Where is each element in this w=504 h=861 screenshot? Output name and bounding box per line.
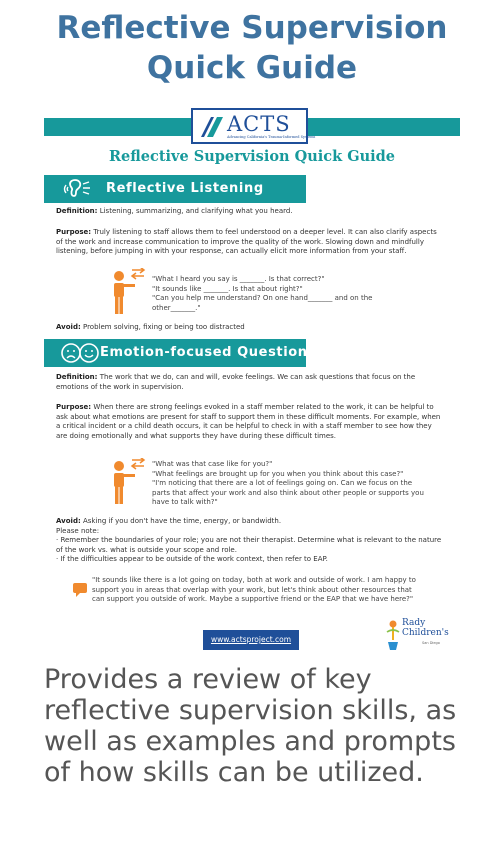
- avoid-text: Problem solving, fixing or being too distracted: [82, 323, 245, 331]
- definition-text: The work that we do, can and will, evoke feelings. We can ask questions that focus on the emotions of the work in supervision.: [56, 373, 416, 391]
- speaker-figure-icon: [110, 268, 146, 316]
- ear-icon: [62, 179, 92, 199]
- quote-line: "What feelings are brought up for you when you think about this case?": [152, 469, 404, 478]
- faces-icon: [60, 342, 100, 364]
- listening-definition: [56, 207, 442, 217]
- quote-line: have to talk with?": [152, 498, 218, 506]
- acts-project-link[interactable]: www.actsproject.com: [203, 630, 299, 650]
- note-item: · Remember the boundaries of your role; you are not their therapist. Determine what is relevant to the nature of the work vs. what is outside your scope and role.: [56, 536, 442, 554]
- guide-heading: Reflective Supervision Quick Guide: [108, 148, 396, 165]
- logo-subtitle: Advancing California's Trauma-Informed Systems: [227, 135, 316, 139]
- quote-line: parts that affect your work and also think about other people or supports you: [152, 488, 424, 497]
- definition-label: Definition:: [56, 207, 98, 215]
- listening-quotes: [152, 275, 372, 313]
- emotion-avoid: [56, 517, 442, 565]
- logo-text: ACTS: [227, 112, 291, 136]
- page-title: [0, 8, 504, 88]
- note-item: · If the difficulties appear to be outside of the work context, then refer to EAP.: [56, 555, 328, 563]
- rady-subtitle: San Diego: [422, 641, 440, 645]
- quote-line: can support you outside of work. Maybe a supportive friend or the EAP that we have here?": [92, 595, 414, 603]
- bubble-quote: [92, 576, 416, 605]
- quote-line: other_______.": [152, 303, 201, 312]
- purpose-text: Truly listening to staff allows them to feel understood on a deeper level. It can also clarify aspects of the work and increase communication to improve the quality of the work. Slowing down and mindfully listening, before jumping in with your response, can actually elicit more information from your staff.: [56, 228, 437, 255]
- quote-line: "What was that case like for you?": [152, 460, 273, 468]
- rady-logo-icon: [384, 618, 402, 652]
- emotion-questions-header: [44, 339, 316, 367]
- reflective-listening-header: [44, 175, 306, 203]
- avoid-text: Asking if you don't have the time, energy, or bandwidth.: [82, 517, 282, 525]
- acts-logo: [191, 108, 316, 144]
- listening-purpose: [56, 228, 442, 257]
- purpose-text: When there are strong feelings evoked in a staff member related to the work, it can be helpful to ask about what emotions are present for staff to support them in these difficult moments. For example, when a critical incident or a child death occurs, it can be helpful to check in with a staff member to see how they are doing emotionally and what supports they have during these difficult times.: [56, 403, 441, 440]
- quote-line: "I'm noticing that there are a lot of feelings going on. Can we focus on the: [152, 479, 413, 487]
- avoid-label: Avoid:: [56, 323, 81, 331]
- emotion-purpose: [56, 403, 442, 441]
- emotion-quotes: [152, 460, 424, 508]
- rady-line-1: Rady: [402, 618, 426, 628]
- caption: Provides a review of key reflective supervision skills, as well as examples and prompts of how skills can be utilized.: [44, 664, 457, 788]
- avoid-label: Avoid:: [56, 517, 81, 525]
- rady-name: [402, 618, 449, 638]
- title-line-1: Reflective Supervision: [56, 10, 448, 46]
- title-line-2: Quick Guide: [146, 50, 358, 86]
- definition-label: Definition:: [56, 373, 98, 381]
- acts-logo-icon: [199, 115, 225, 139]
- definition-text: Listening, summarizing, and clarifying what you heard.: [99, 207, 293, 215]
- reflective-listening-title: Reflective Listening: [106, 181, 264, 196]
- purpose-label: Purpose:: [56, 228, 92, 236]
- quote-line: "Can you help me understand? On one hand_______ and on the: [152, 294, 373, 302]
- speech-bubble-icon: [72, 582, 88, 598]
- emotion-definition: [56, 373, 442, 392]
- listening-avoid: [56, 323, 442, 333]
- quote-line: "It sounds like there is a lot going on today, both at work and outside of work. I am happy to: [92, 576, 416, 584]
- emotion-questions-title: Emotion-focused Questions: [100, 345, 316, 360]
- rady-childrens-logo: [382, 616, 464, 656]
- rady-line-2: Children's: [402, 628, 449, 638]
- quote-line: "It sounds like _______. Is that about right?": [152, 284, 303, 293]
- quote-line: support you in areas that overlap with your work, but let's think about other resources that: [92, 585, 412, 594]
- speaker-figure-icon: [110, 458, 146, 506]
- quote-line: "What I heard you say is _______. Is that correct?": [152, 275, 325, 283]
- note-label: Please note:: [56, 526, 100, 535]
- purpose-label: Purpose:: [56, 403, 92, 411]
